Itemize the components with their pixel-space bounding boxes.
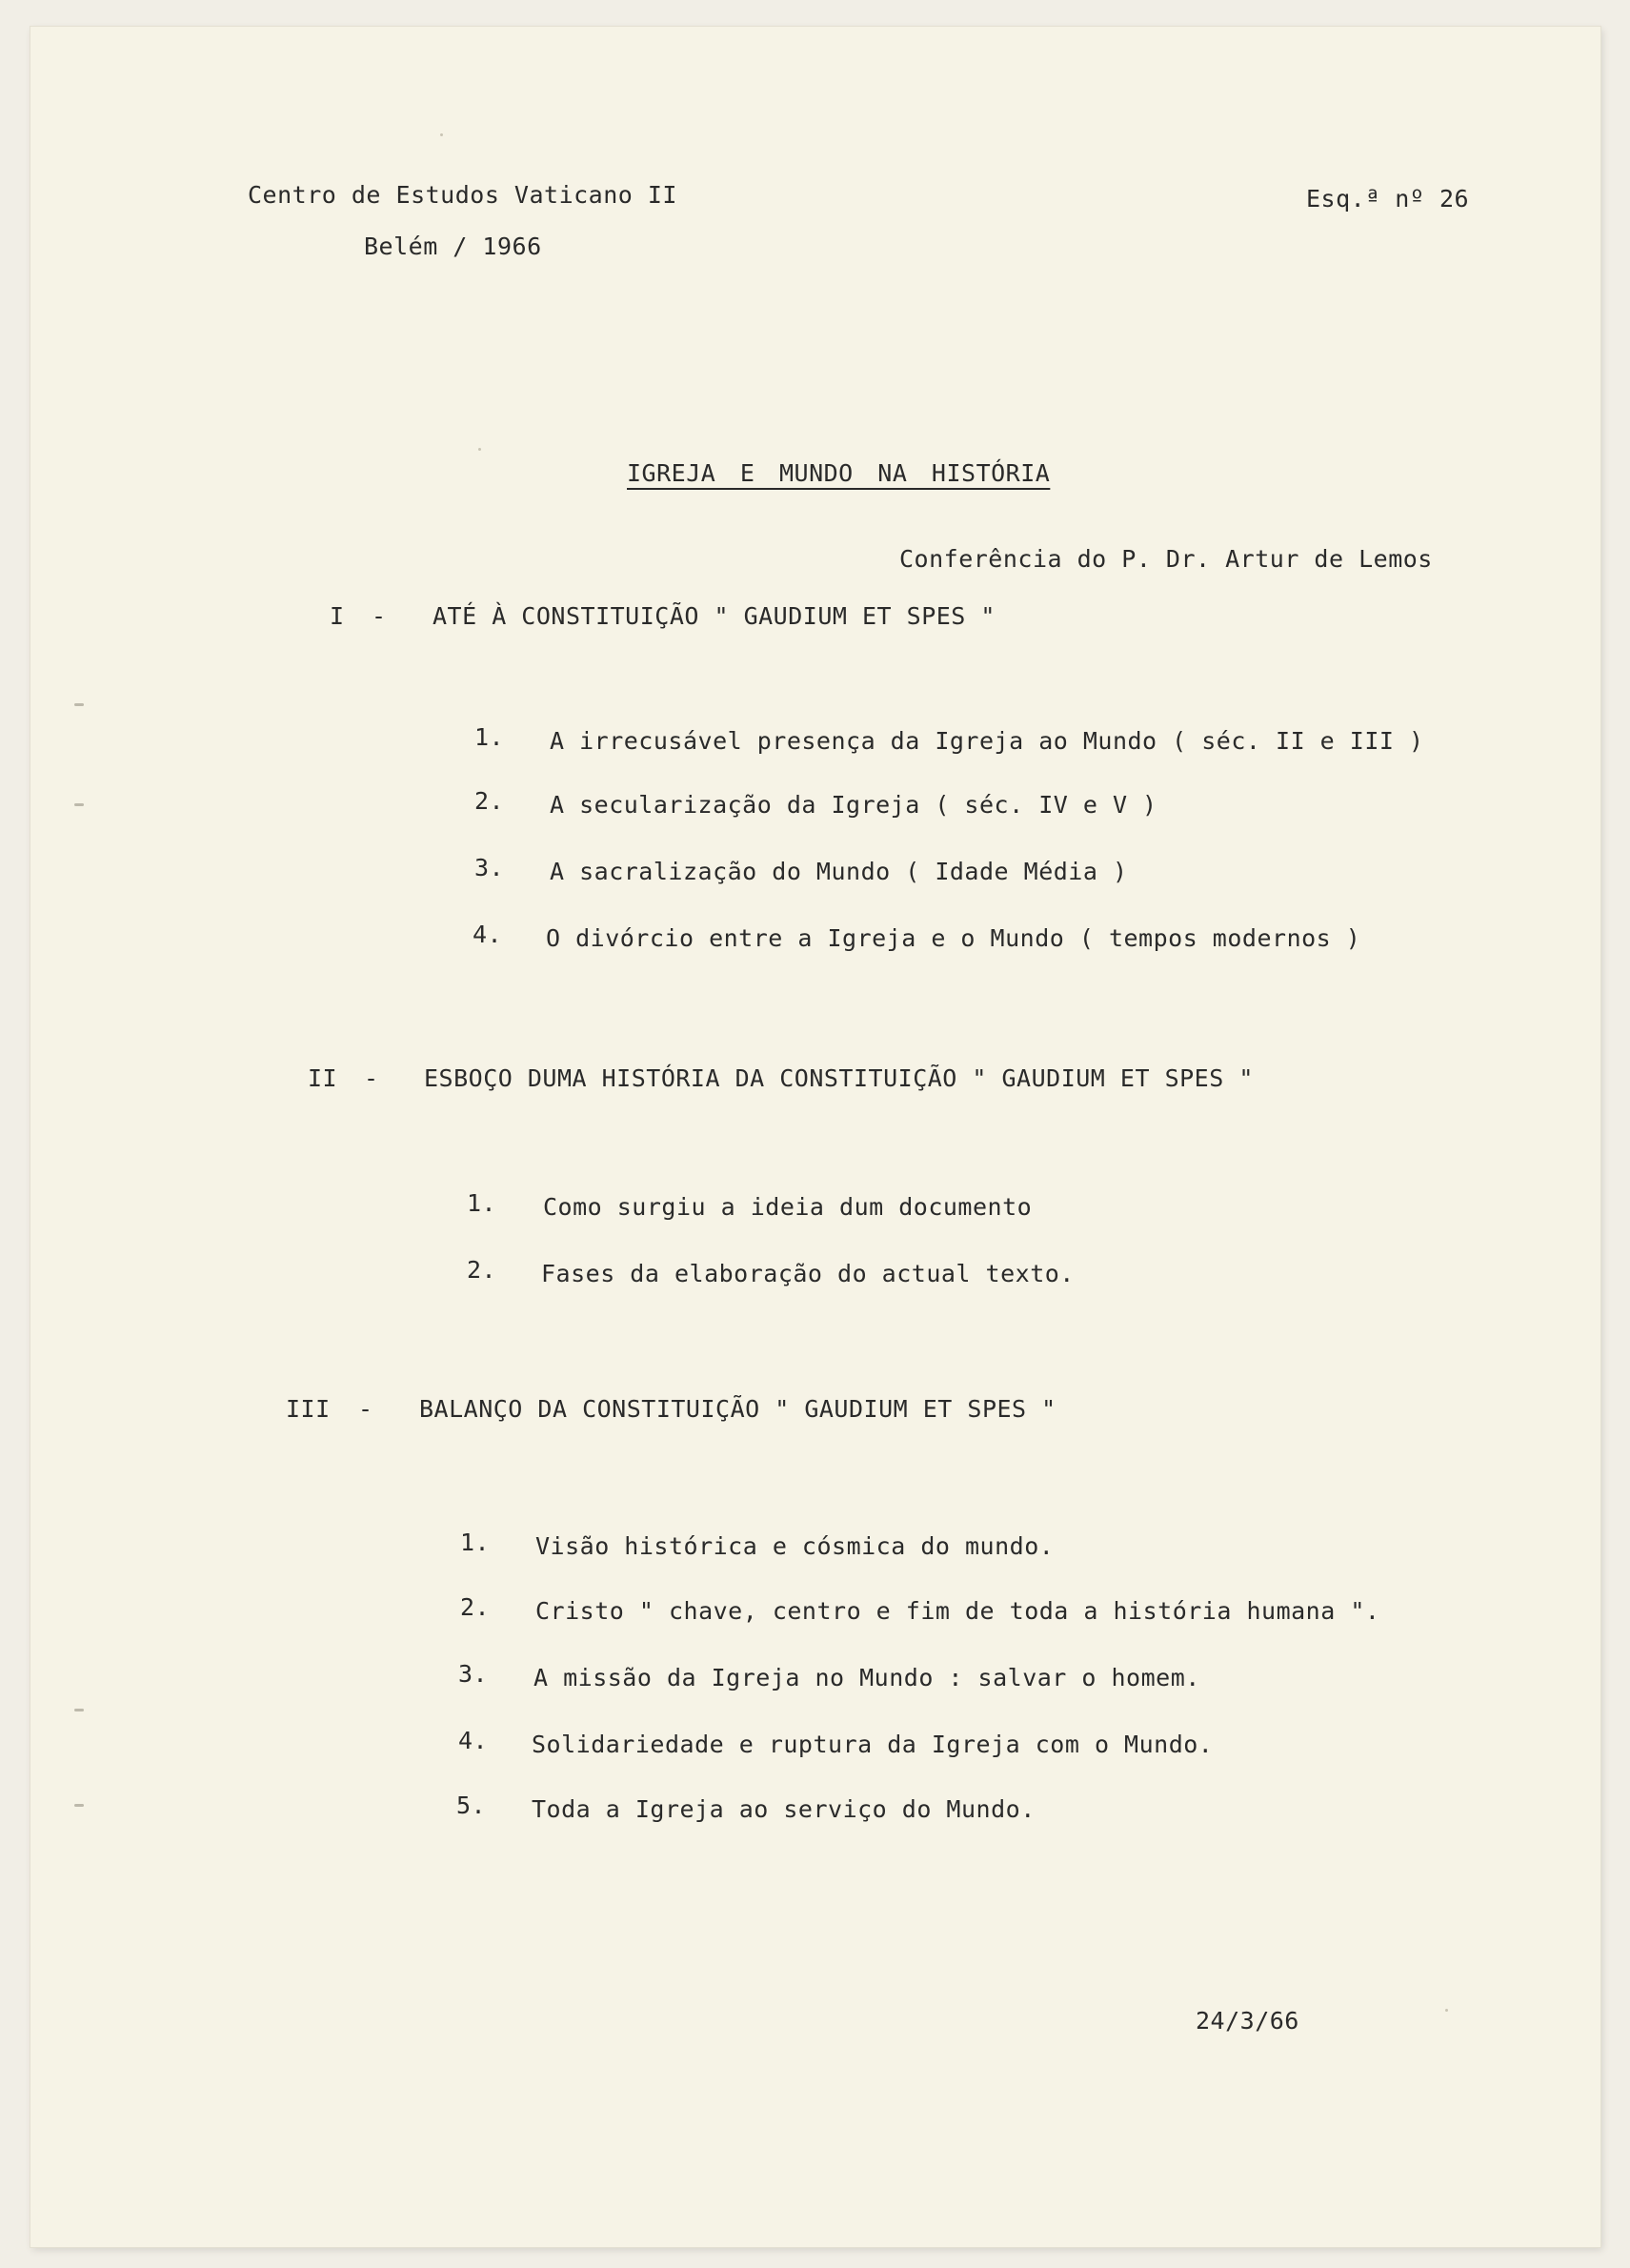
section-numeral: I [330,602,345,630]
binder-mark [74,803,84,806]
item-number: 2. [474,787,505,815]
item-text: Fases da elaboração do actual texto. [541,1260,1075,1287]
item-text: A irrecusável presença da Igreja ao Mundo ( séc. II e III ) [550,727,1424,755]
item-number: 5. [456,1792,487,1819]
paper-sheet [30,27,1600,2247]
item-text: A sacralização do Mundo ( Idade Média ) [550,858,1128,885]
item-number: 2. [460,1593,491,1621]
section-dash: - [358,1395,373,1423]
item-text: A missão da Igreja no Mundo : salvar o homem. [533,1664,1200,1691]
item-text: A secularização da Igreja ( séc. IV e V ) [550,791,1157,819]
item-number: 4. [473,921,503,948]
paper-speck [478,448,481,451]
document-title: IGREJA E MUNDO NA HISTÓRIA [627,459,1051,487]
section-heading: BALANÇO DA CONSTITUIÇÃO " GAUDIUM ET SPES " [419,1395,1056,1423]
section-numeral: II [308,1064,338,1092]
item-number: 3. [474,854,505,881]
section-heading: ATÉ À CONSTITUIÇÃO " GAUDIUM ET SPES " [433,602,996,630]
section-numeral: III [286,1395,331,1423]
paper-speck [1445,2009,1448,2012]
item-number: 1. [467,1189,497,1217]
lecture-author: Conferência do P. Dr. Artur de Lemos [899,545,1433,573]
item-number: 1. [474,723,505,751]
binder-mark [74,703,84,706]
binder-mark [74,1804,84,1807]
item-text: Como surgiu a ideia dum documento [543,1193,1033,1221]
section-dash: - [364,1064,379,1092]
section-dash: - [372,602,387,630]
document-reference: Esq.ª nº 26 [1306,185,1470,213]
item-number: 4. [458,1727,489,1754]
paper-speck [440,133,443,136]
item-text: Toda a Igreja ao serviço do Mundo. [532,1795,1036,1823]
item-text: O divórcio entre a Igreja e o Mundo ( tempos modernos ) [546,924,1361,952]
item-number: 2. [467,1256,497,1284]
document-date: 24/3/66 [1196,2007,1299,2035]
place-year: Belém / 1966 [364,233,542,260]
item-text: Visão histórica e cósmica do mundo. [535,1532,1055,1560]
item-text: Solidariedade e ruptura da Igreja com o Mundo. [532,1731,1214,1758]
binder-mark [74,1709,84,1711]
item-text: Cristo " chave, centro e fim de toda a história humana ". [535,1597,1380,1625]
item-number: 3. [458,1660,489,1688]
item-number: 1. [460,1529,491,1556]
section-heading: ESBOÇO DUMA HISTÓRIA DA CONSTITUIÇÃO " GAUDIUM ET SPES " [424,1064,1254,1092]
institution-name: Centro de Estudos Vaticano II [248,181,677,209]
